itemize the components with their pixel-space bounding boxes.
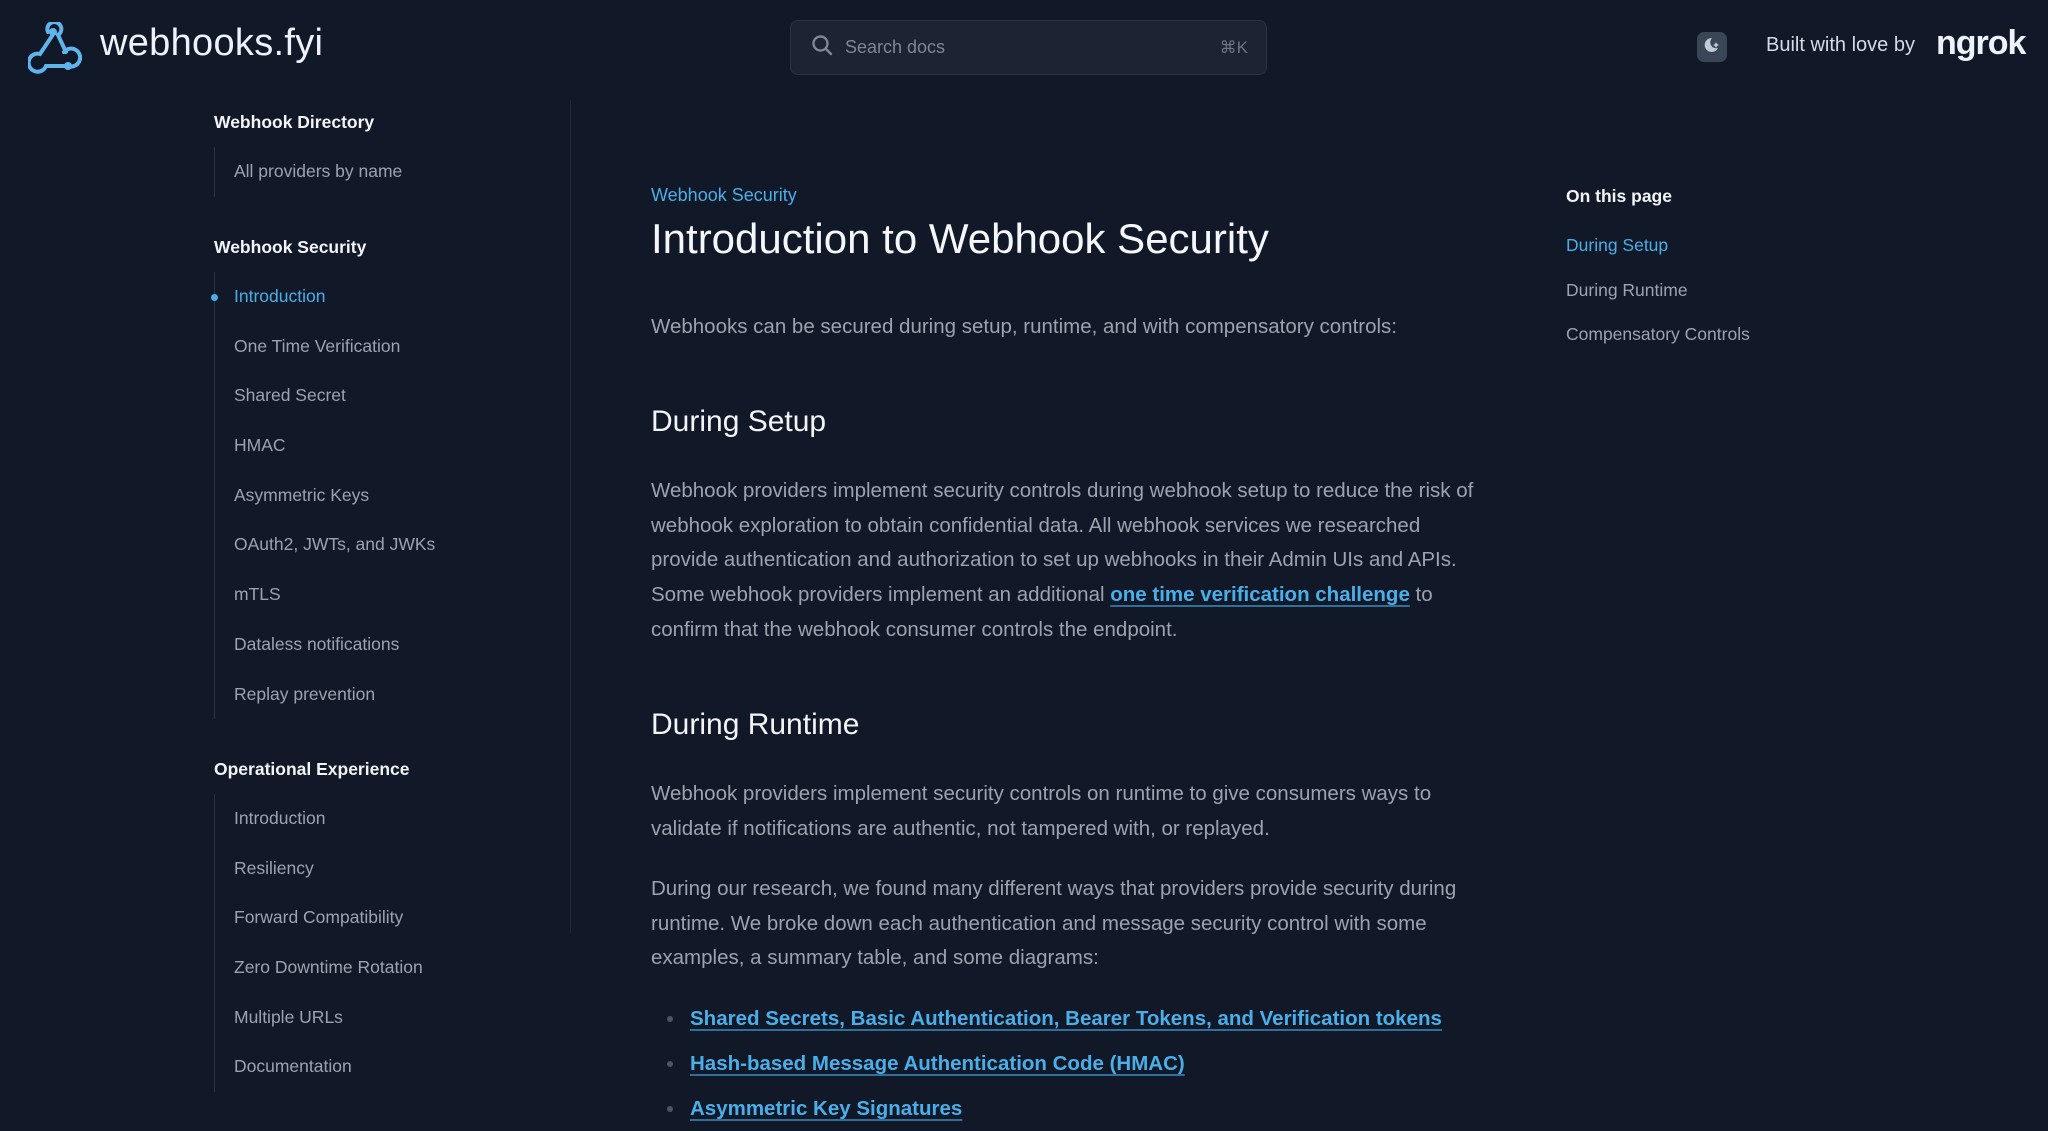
search-shortcut: ⌘K	[1219, 37, 1248, 57]
search-placeholder: Search docs	[845, 37, 946, 57]
toc-item-compensatory-controls[interactable]: Compensatory Controls	[1566, 324, 1750, 345]
table-of-contents	[1566, 223, 1750, 357]
hmac-link[interactable]: Hash-based Message Authentication Code (HMAC)	[690, 1052, 1185, 1075]
runtime-links-list	[651, 996, 1491, 1131]
runtime-paragraph-1: Webhook providers implement security controls on runtime to give consumers ways to validate if notifications are authentic, not tampered with, or replayed.	[651, 782, 1432, 840]
site-logo-text[interactable]: webhooks.fyi	[100, 22, 324, 64]
sidebar-item-replay-prevention[interactable]: Replay prevention	[234, 683, 376, 704]
sidebar-heading-webhook-directory: Webhook Directory	[214, 112, 375, 132]
sidebar-item-mtls[interactable]: mTLS	[234, 584, 281, 605]
list-item	[651, 1086, 1491, 1131]
sidebar-item-documentation[interactable]: Documentation	[234, 1056, 352, 1077]
sidebar-heading-webhook-security: Webhook Security	[214, 237, 367, 257]
page-title: Introduction to Webhook Security	[651, 215, 1269, 262]
sidebar-item-ops-introduction[interactable]: Introduction	[234, 808, 326, 828]
heading-during-runtime: During Runtime	[651, 708, 860, 741]
search-icon	[811, 34, 833, 61]
setup-paragraph	[651, 474, 1491, 648]
search-input[interactable]	[790, 20, 1267, 75]
toc-heading: On this page	[1566, 186, 1672, 206]
intro-paragraph: Webhooks can be secured during setup, runtime, and with compensatory controls:	[651, 315, 1397, 338]
list-item	[651, 1041, 1491, 1086]
sidebar-item-resiliency[interactable]: Resiliency	[234, 857, 314, 878]
sidebar-item-multiple-urls[interactable]: Multiple URLs	[234, 1006, 343, 1027]
sidebar-divider	[570, 100, 571, 933]
theme-toggle-button[interactable]	[1697, 32, 1727, 62]
runtime-paragraph-2: During our research, we found many different ways that providers provide security during runtime. We broke down each authentication and message security control with some examples, a summary table, and some diagrams:	[651, 877, 1457, 970]
sidebar-group-directory	[214, 147, 402, 197]
sidebar-item-introduction[interactable]: Introduction	[215, 272, 435, 322]
sidebar-item-forward-compatibility[interactable]: Forward Compatibility	[234, 907, 404, 928]
sidebar-item-one-time-verification[interactable]: One Time Verification	[234, 335, 401, 356]
sidebar-item-asymmetric-keys[interactable]: Asymmetric Keys	[234, 484, 370, 505]
setup-text-after: to confirm that the webhook consumer controls the endpoint.	[651, 583, 1433, 641]
heading-during-setup: During Setup	[651, 405, 827, 438]
sidebar-item-oauth2[interactable]: OAuth2, JWTs, and JWKs	[234, 534, 436, 555]
ngrok-logo[interactable]: ngrok	[1936, 24, 2026, 62]
asymmetric-key-signatures-link[interactable]: Asymmetric Key Signatures	[690, 1097, 963, 1120]
sidebar-item-all-providers[interactable]: All providers by name	[234, 161, 403, 181]
setup-text-before: Webhook providers implement security controls during webhook setup to reduce the risk of webhook exploration to obtain confidential data. All webhook services we researched provide authentication and authorization to set up webhooks in their Admin UIs and APIs. Some webhook providers implement an additional	[651, 479, 1474, 607]
toc-item-during-setup[interactable]: During Setup	[1566, 235, 1669, 255]
sidebar-item-shared-secret[interactable]: Shared Secret	[234, 385, 346, 406]
sidebar-group-security	[214, 272, 435, 719]
list-item	[651, 996, 1491, 1041]
sidebar-group-operational	[214, 794, 423, 1092]
webhook-logo-icon[interactable]	[28, 22, 82, 74]
one-time-verification-link[interactable]: one time verification challenge	[1110, 583, 1410, 607]
built-with-text: Built with love by	[1766, 34, 1915, 56]
breadcrumb[interactable]: Webhook Security	[651, 185, 797, 205]
sidebar-heading-operational-experience: Operational Experience	[214, 759, 410, 779]
sidebar-item-hmac[interactable]: HMAC	[234, 435, 286, 456]
toc-item-during-runtime[interactable]: During Runtime	[1566, 279, 1688, 300]
sidebar-item-zero-downtime-rotation[interactable]: Zero Downtime Rotation	[234, 957, 423, 978]
moon-icon	[1703, 36, 1721, 59]
shared-secrets-link[interactable]: Shared Secrets, Basic Authentication, Bearer Tokens, and Verification tokens	[690, 1007, 1442, 1030]
sidebar-item-dataless-notifications[interactable]: Dataless notifications	[234, 633, 400, 654]
